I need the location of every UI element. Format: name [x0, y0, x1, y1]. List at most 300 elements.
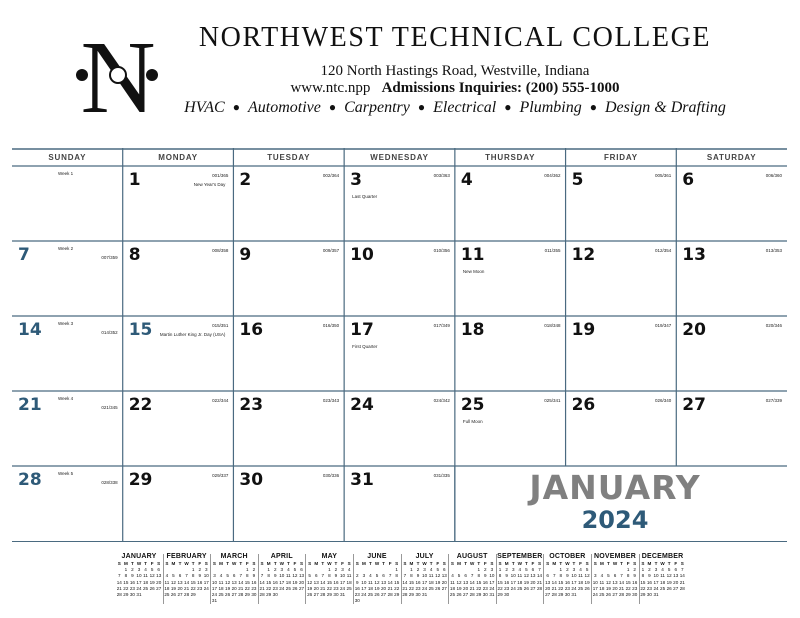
- mini-day: 12: [149, 573, 155, 579]
- day-number: 16: [239, 320, 264, 340]
- day-cell[interactable]: [344, 466, 455, 541]
- mini-day: 12: [225, 579, 231, 585]
- mini-day: 6: [443, 567, 446, 573]
- mini-day: 25: [143, 585, 149, 591]
- college-name: NORTHWEST TECHNICAL COLLEGE: [198, 22, 712, 53]
- day-cell[interactable]: [233, 391, 344, 466]
- mini-day: 21: [402, 585, 408, 591]
- mini-day: 19: [666, 579, 672, 585]
- mini-day: 27: [673, 585, 679, 591]
- mini-weekday-letter: S: [585, 561, 589, 566]
- day-cell[interactable]: [12, 466, 123, 541]
- mini-day: 21: [259, 585, 265, 591]
- mini-day: 29: [558, 592, 564, 598]
- mini-day: 9: [131, 573, 134, 579]
- weekday-label: FRIDAY: [603, 153, 638, 162]
- day-of-year: 015/351: [212, 323, 229, 328]
- mini-month-days: [640, 561, 686, 598]
- mini-day: 1: [328, 567, 331, 573]
- day-of-year: 010/356: [433, 248, 450, 253]
- day-cell[interactable]: [455, 391, 566, 466]
- mini-weekday-letter: T: [667, 561, 671, 566]
- mini-day: 14: [259, 579, 265, 585]
- mini-day: 17: [279, 579, 285, 585]
- mini-day: 23: [482, 585, 488, 591]
- mini-day: 13: [530, 573, 536, 579]
- mini-weekday-letter: M: [504, 561, 509, 566]
- mini-weekday-letter: W: [660, 561, 665, 566]
- mini-day: 17: [339, 579, 346, 585]
- mini-day: 6: [464, 573, 467, 579]
- mini-day: 23: [564, 585, 570, 591]
- day-cell[interactable]: [123, 466, 234, 541]
- mini-day: 12: [456, 579, 462, 585]
- mini-day: 16: [251, 579, 257, 585]
- mini-day: 19: [170, 585, 176, 591]
- bullet-separator: ●: [232, 100, 240, 114]
- mini-day: 29: [394, 592, 400, 598]
- mini-weekday-letter: F: [245, 561, 249, 566]
- mini-day: 5: [150, 567, 154, 573]
- mini-day: 24: [279, 585, 285, 591]
- mini-day: 15: [244, 579, 250, 585]
- mini-day: 9: [648, 573, 651, 579]
- day-cell[interactable]: [233, 166, 344, 241]
- day-cell[interactable]: [12, 166, 123, 241]
- mini-day: 4: [451, 573, 454, 579]
- mini-day: 13: [612, 579, 618, 585]
- mini-weekday-letter: S: [308, 561, 312, 566]
- mini-separator: [496, 554, 497, 604]
- mini-day: 13: [545, 579, 551, 585]
- mini-day: 2: [356, 573, 359, 579]
- mini-day: 29: [266, 592, 272, 598]
- program-item: Plumbing: [519, 99, 582, 116]
- mini-day: 11: [164, 579, 170, 585]
- mini-day: 28: [116, 592, 122, 598]
- day-cell[interactable]: [12, 241, 123, 316]
- mini-day: 10: [361, 579, 367, 585]
- day-of-year: 007/359: [101, 255, 118, 260]
- mini-day: 30: [333, 592, 339, 598]
- mini-day: 14: [116, 579, 122, 585]
- mini-day: 5: [525, 567, 528, 573]
- mini-month: [402, 552, 448, 610]
- day-number: 28: [18, 470, 42, 490]
- mini-day: 8: [477, 573, 481, 579]
- mini-weekday-letter: W: [327, 561, 332, 566]
- mini-weekday-letter: W: [136, 561, 142, 566]
- day-of-year: 004/362: [544, 173, 561, 178]
- mini-day: 30: [646, 592, 652, 598]
- day-number: 11: [460, 245, 485, 265]
- mini-day: 25: [218, 592, 224, 598]
- day-note: New Moon: [462, 269, 485, 274]
- mini-day: 9: [252, 573, 256, 579]
- mini-month-days: [211, 561, 257, 604]
- day-of-year: 023/343: [322, 398, 340, 403]
- day-cell[interactable]: [123, 316, 234, 391]
- mini-day: 15: [326, 579, 332, 585]
- week-label: Week 4: [58, 396, 74, 401]
- mini-separator: [305, 554, 306, 604]
- day-cell[interactable]: [344, 316, 455, 391]
- day-cell[interactable]: [455, 166, 566, 241]
- mini-day: 8: [328, 573, 331, 579]
- mini-weekday-letter: S: [593, 561, 597, 566]
- mini-day: 3: [511, 567, 515, 573]
- day-cell[interactable]: [344, 391, 455, 466]
- mini-weekday-letter: W: [184, 561, 189, 566]
- mini-day: 11: [660, 573, 665, 579]
- mini-day: 4: [347, 567, 351, 573]
- mini-day: 21: [551, 585, 557, 591]
- day-cell[interactable]: [676, 241, 787, 316]
- mini-day: 18: [346, 579, 352, 585]
- mini-day: 15: [408, 579, 414, 585]
- mini-day: 17: [203, 579, 209, 585]
- mini-day: 15: [476, 579, 482, 585]
- mini-day: 17: [510, 579, 516, 585]
- day-of-year: 026/340: [654, 398, 672, 403]
- mini-day: 9: [484, 573, 487, 579]
- mini-weekday-letter: M: [266, 561, 271, 566]
- mini-day: 3: [341, 567, 344, 573]
- mini-day: 1: [246, 567, 249, 573]
- day-cell[interactable]: [455, 316, 566, 391]
- mini-day: 28: [679, 585, 685, 591]
- week-label: Week 1: [58, 171, 74, 176]
- footer-divider: [12, 541, 787, 542]
- day-cell[interactable]: [566, 241, 677, 316]
- mini-day: 7: [552, 573, 556, 579]
- mini-day: 30: [354, 598, 360, 604]
- mini-day: 19: [584, 579, 590, 585]
- mini-weekday-letter: S: [252, 561, 256, 566]
- mini-weekday-letter: S: [204, 561, 208, 566]
- day-cell[interactable]: [344, 166, 455, 241]
- mini-day: 24: [203, 585, 209, 591]
- mini-weekday-letter: T: [321, 561, 325, 566]
- mini-day: 31: [422, 592, 428, 598]
- mini-month: [164, 552, 210, 610]
- mini-day: 26: [666, 585, 672, 591]
- mini-day: 4: [518, 567, 522, 573]
- day-cell[interactable]: [676, 391, 787, 466]
- mini-day: 30: [251, 592, 257, 598]
- mini-day: 23: [415, 585, 421, 591]
- mini-day: 28: [619, 592, 625, 598]
- mini-day: 23: [197, 585, 203, 591]
- mini-day: 15: [123, 579, 129, 585]
- mini-day: 22: [123, 585, 129, 591]
- mini-day: 30: [129, 592, 135, 598]
- mini-day: 10: [279, 573, 285, 579]
- mini-day: 16: [272, 579, 278, 585]
- mini-day: 22: [640, 585, 646, 591]
- mini-day: 2: [416, 567, 420, 573]
- mini-day: 3: [205, 567, 208, 573]
- mini-weekday-letter: F: [579, 561, 582, 566]
- day-number: 26: [571, 395, 596, 415]
- mini-day: 17: [361, 585, 367, 591]
- week-label: Week 5: [58, 471, 74, 476]
- mini-day: 26: [292, 585, 298, 591]
- day-number: 19: [571, 320, 596, 340]
- mini-day: 4: [369, 573, 372, 579]
- mini-day: 21: [387, 585, 393, 591]
- mini-weekday-letter: S: [395, 561, 399, 566]
- mini-day: 13: [463, 579, 469, 585]
- mini-day: 15: [497, 579, 503, 585]
- day-cell[interactable]: [123, 391, 234, 466]
- mini-day: 1: [267, 567, 270, 573]
- day-number: 17: [350, 320, 374, 340]
- mini-weekday-letter: F: [436, 561, 440, 566]
- bullet-separator: ●: [328, 100, 337, 114]
- day-note: First Quarter: [352, 344, 378, 349]
- mini-day: 11: [578, 573, 583, 579]
- mini-day: 12: [292, 573, 298, 579]
- mini-day: 29: [326, 592, 332, 598]
- mini-day: 19: [225, 585, 231, 591]
- mini-day: 20: [612, 585, 618, 591]
- mini-day: 16: [197, 579, 203, 585]
- mini-day: 29: [497, 592, 503, 598]
- mini-day: 27: [463, 592, 469, 598]
- mini-day: 20: [673, 579, 679, 585]
- mini-weekday-letter: T: [286, 561, 290, 566]
- mini-weekday-letter: S: [347, 561, 351, 566]
- mini-weekday-letter: M: [361, 561, 366, 566]
- mini-day: 3: [280, 567, 284, 573]
- mini-day: 20: [313, 585, 319, 591]
- mini-day: 2: [484, 567, 487, 573]
- mini-weekday-letter: F: [388, 561, 392, 566]
- mini-weekday-letter: W: [517, 561, 522, 566]
- mini-day: 8: [395, 573, 398, 579]
- day-of-year: 030/336: [322, 473, 340, 478]
- mini-day: 11: [450, 579, 455, 585]
- mini-day: 16: [129, 579, 135, 585]
- mini-day: 17: [422, 579, 428, 585]
- mini-day: 19: [523, 579, 529, 585]
- mini-weekday-letter: T: [464, 561, 468, 566]
- mini-day: 15: [558, 579, 564, 585]
- mini-weekday-letter: S: [450, 561, 454, 566]
- mini-day: 8: [191, 573, 195, 579]
- mini-day: 30: [504, 592, 510, 598]
- mini-weekday-letter: F: [531, 561, 535, 566]
- mini-day: 12: [435, 573, 441, 579]
- mini-day: 27: [612, 592, 618, 598]
- mini-day: 7: [538, 567, 541, 573]
- day-cell[interactable]: [123, 166, 234, 241]
- day-cell[interactable]: [455, 241, 566, 316]
- mini-day: 16: [482, 579, 488, 585]
- mini-weekday-letter: T: [144, 561, 147, 566]
- mini-weekday-letter: S: [355, 561, 359, 566]
- day-of-year: 024/342: [433, 398, 450, 403]
- mini-day: 5: [436, 567, 439, 573]
- day-number: 31: [350, 470, 374, 490]
- mini-day: 18: [660, 579, 666, 585]
- mini-separator: [639, 554, 640, 604]
- mini-weekday-letter: S: [633, 561, 637, 566]
- day-of-year: 021/345: [101, 405, 118, 410]
- mini-month-name: JANUARY: [121, 553, 157, 560]
- mini-day: 8: [410, 573, 413, 579]
- day-cell[interactable]: [676, 316, 787, 391]
- bullet-separator: ●: [417, 100, 426, 114]
- mini-day: 8: [246, 573, 249, 579]
- weekday-label: TUESDAY: [267, 153, 311, 162]
- mini-weekday-letter: W: [279, 561, 284, 566]
- mini-separator: [591, 554, 592, 604]
- mini-day: 7: [185, 573, 188, 579]
- mini-day: 15: [394, 579, 400, 585]
- mini-weekday-letter: T: [559, 561, 563, 566]
- mini-day: 27: [156, 585, 162, 591]
- mini-day: 11: [346, 573, 352, 579]
- day-cell[interactable]: [676, 166, 787, 241]
- day-cell[interactable]: [233, 241, 344, 316]
- day-of-year: 013/353: [765, 248, 782, 253]
- year-title: 2024: [581, 506, 649, 534]
- program-item: Carpentry: [344, 99, 410, 116]
- mini-day: 19: [605, 585, 611, 591]
- mini-day: 22: [244, 585, 250, 591]
- mini-day: 8: [267, 573, 270, 579]
- day-number: 9: [239, 245, 252, 265]
- mini-weekday-letter: W: [565, 561, 570, 566]
- mini-month-days: [402, 561, 448, 598]
- program-list: [150, 99, 760, 117]
- mini-day: 26: [307, 592, 313, 598]
- mini-day: 26: [605, 592, 611, 598]
- mini-day: 21: [320, 585, 326, 591]
- mini-day: 24: [489, 585, 495, 591]
- mini-month: [211, 552, 257, 610]
- mini-month-days: [164, 561, 210, 598]
- mini-day: 11: [143, 573, 148, 579]
- mini-weekday-letter: M: [314, 561, 319, 566]
- day-cell[interactable]: [566, 391, 677, 466]
- mini-day: 14: [387, 579, 393, 585]
- mini-day: 20: [545, 585, 551, 591]
- day-number: 27: [682, 395, 706, 415]
- mini-day: 1: [477, 567, 481, 573]
- day-of-year: 029/337: [212, 473, 229, 478]
- day-cell[interactable]: [233, 466, 344, 541]
- mini-day: 19: [149, 579, 155, 585]
- mini-month-name: APRIL: [270, 553, 293, 560]
- mini-day: 29: [123, 592, 129, 598]
- mini-day: 26: [456, 592, 462, 598]
- mini-day: 16: [632, 579, 638, 585]
- mini-day: 10: [489, 573, 495, 579]
- mini-day: 29: [640, 592, 646, 598]
- day-number: 10: [350, 245, 374, 265]
- day-of-year: 003/363: [433, 173, 450, 178]
- mini-weekday-letter: T: [511, 561, 515, 566]
- mini-day: 31: [571, 592, 577, 598]
- day-cell[interactable]: [12, 316, 123, 391]
- mini-day: 23: [333, 585, 339, 591]
- mini-day: 14: [402, 579, 408, 585]
- mini-day: 16: [354, 585, 360, 591]
- mini-month-days: [592, 561, 638, 598]
- mini-day: 28: [402, 592, 408, 598]
- mini-day: 11: [428, 573, 434, 579]
- mini-day: 18: [164, 585, 170, 591]
- mini-day: 10: [211, 579, 218, 585]
- day-of-year: 012/354: [654, 248, 672, 253]
- mini-weekday-letter: S: [546, 561, 550, 566]
- week-label: Week 3: [58, 321, 74, 326]
- day-number: 3: [350, 170, 362, 190]
- mini-day: 4: [579, 567, 582, 573]
- mini-weekday-letter: W: [612, 561, 618, 566]
- mini-weekday-letter: T: [273, 561, 277, 566]
- day-cell[interactable]: [12, 391, 123, 466]
- mini-day: 7: [403, 573, 407, 579]
- mini-weekday-letter: T: [239, 561, 243, 566]
- mini-day: 26: [523, 585, 529, 591]
- day-cell[interactable]: [344, 241, 455, 316]
- mini-day: 4: [144, 567, 147, 573]
- mini-weekday-letter: F: [198, 561, 202, 566]
- contact-line: [150, 80, 760, 97]
- mini-month-name: NOVEMBER: [593, 553, 637, 560]
- mini-day: 1: [641, 567, 645, 573]
- day-cell[interactable]: [233, 316, 344, 391]
- mini-day: 28: [551, 592, 557, 598]
- mini-day: 21: [184, 585, 190, 591]
- mini-day: 20: [298, 579, 305, 585]
- mini-day: 16: [415, 579, 421, 585]
- day-number: 30: [239, 470, 264, 490]
- day-of-year: 016/350: [322, 323, 340, 328]
- mini-day: 25: [285, 585, 291, 591]
- mini-day: 27: [381, 592, 387, 598]
- mini-day: 30: [415, 592, 421, 598]
- bullet-separator: ●: [504, 100, 512, 114]
- mini-weekday-letter: S: [260, 561, 264, 566]
- mini-day: 26: [149, 585, 155, 591]
- mini-day: 7: [239, 573, 243, 579]
- day-number: 29: [128, 470, 153, 490]
- mini-day: 2: [252, 567, 256, 573]
- day-cell[interactable]: [123, 241, 234, 316]
- mini-day: 9: [356, 579, 359, 585]
- mini-day: 30: [272, 592, 278, 598]
- day-of-year: 020/346: [765, 323, 782, 328]
- mini-day: 12: [374, 579, 380, 585]
- mini-day: 25: [660, 585, 666, 591]
- mini-weekday-letter: T: [382, 561, 385, 566]
- mini-day: 26: [584, 585, 590, 591]
- day-cell[interactable]: [566, 316, 677, 391]
- mini-month: [592, 552, 638, 610]
- mini-day: 20: [530, 579, 536, 585]
- mini-day: 24: [510, 585, 516, 591]
- day-cell[interactable]: [566, 166, 677, 241]
- mini-weekday-letter: S: [537, 561, 542, 566]
- mini-day: 12: [307, 579, 313, 585]
- mini-day: 17: [136, 579, 142, 585]
- mini-day: 7: [118, 573, 121, 579]
